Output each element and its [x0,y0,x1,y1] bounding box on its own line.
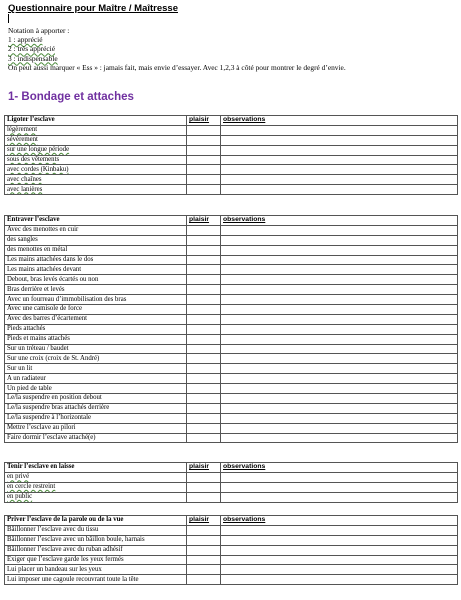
row-label: légèrement [5,125,187,135]
row-label: Bâillonner l’esclave avec du ruban adhésif [5,545,187,555]
observations-cell[interactable] [221,555,458,565]
row-label: Les mains attachées dans le dos [5,255,187,265]
table-row [5,314,458,324]
text-cursor [8,14,9,23]
observations-cell[interactable] [221,384,458,394]
plaisir-cell[interactable] [187,125,221,135]
plaisir-cell[interactable] [187,185,221,195]
table-row [5,482,458,492]
plaisir-cell[interactable] [187,334,221,344]
row-label: Pieds attachés [5,324,187,334]
observations-cell[interactable] [221,175,458,185]
plaisir-cell[interactable] [187,225,221,235]
questionnaire-table [4,215,458,443]
row-label: des sangles [5,235,187,245]
observations-cell[interactable] [221,482,458,492]
observations-cell[interactable] [221,314,458,324]
row-label: Faire dormir l’esclave attaché(e) [5,433,187,443]
plaisir-cell[interactable] [187,135,221,145]
intro-notes [8,26,346,72]
table-row [5,295,458,305]
plaisir-cell[interactable] [187,525,221,535]
plaisir-cell[interactable] [187,423,221,433]
plaisir-cell[interactable] [187,245,221,255]
plaisir-cell[interactable] [187,575,221,585]
plaisir-cell[interactable] [187,265,221,275]
table-row [5,255,458,265]
observations-cell[interactable] [221,394,458,404]
observations-cell[interactable] [221,265,458,275]
plaisir-cell[interactable] [187,472,221,482]
observations-cell[interactable] [221,344,458,354]
plaisir-cell[interactable] [187,545,221,555]
row-label: Avec une camisole de force [5,305,187,315]
table-row [5,265,458,275]
plaisir-cell[interactable] [187,295,221,305]
row-label: Pieds et mains attachés [5,334,187,344]
observations-cell[interactable] [221,155,458,165]
plaisir-cell[interactable] [187,175,221,185]
row-label: Exiger que l’esclave garde les yeux fermés [5,555,187,565]
table-row [5,155,458,165]
observations-cell[interactable] [221,275,458,285]
header-plaisir: plaisir [187,463,221,473]
table-header-row [5,516,458,526]
header-category: Ligoter l’esclave [5,116,187,126]
plaisir-cell[interactable] [187,364,221,374]
observations-cell[interactable] [221,185,458,195]
observations-cell[interactable] [221,145,458,155]
row-label: Bâillonner l’esclave avec du tissu [5,525,187,535]
row-label: Sur un lit [5,364,187,374]
table-row [5,535,458,545]
row-label: Le/la suspendre en position debout [5,394,187,404]
header-plaisir: plaisir [187,516,221,526]
plaisir-cell[interactable] [187,433,221,443]
table-row [5,165,458,175]
row-label: en privé [5,472,187,482]
header-category: Tenir l’esclave en laisse [5,463,187,473]
table-row [5,545,458,555]
table-row [5,413,458,423]
row-label: Sur un tréteau / baudet [5,344,187,354]
document-title: Questionnaire pour Maître / Maîtresse [8,3,178,14]
observations-cell[interactable] [221,305,458,315]
row-label: des menottes en métal [5,245,187,255]
observations-cell[interactable] [221,235,458,245]
row-label: Avec des barres d’écartement [5,314,187,324]
table-row [5,334,458,344]
plaisir-cell[interactable] [187,285,221,295]
observations-cell[interactable] [221,472,458,482]
row-label: Bras derrière et levés [5,285,187,295]
header-observations: observations [221,463,458,473]
observations-cell[interactable] [221,535,458,545]
observations-cell[interactable] [221,423,458,433]
plaisir-cell[interactable] [187,255,221,265]
plaisir-cell[interactable] [187,145,221,155]
row-label: Un pied de table [5,384,187,394]
plaisir-cell[interactable] [187,394,221,404]
table-row [5,575,458,585]
observations-cell[interactable] [221,374,458,384]
table-row [5,555,458,565]
intro-line: 2 : très apprécié [8,44,55,54]
observations-cell[interactable] [221,135,458,145]
table-row [5,245,458,255]
row-label: Lui imposer une cagoule recouvrant toute la tête [5,575,187,585]
plaisir-cell[interactable] [187,275,221,285]
row-label: avec lanières [5,185,187,195]
plaisir-cell[interactable] [187,413,221,423]
row-label: Le/la suspendre à l’horizontale [5,413,187,423]
row-label: Debout, bras levés écartés ou non [5,275,187,285]
observations-cell[interactable] [221,545,458,555]
table-row [5,525,458,535]
header-plaisir: plaisir [187,116,221,126]
table-row [5,285,458,295]
observations-cell[interactable] [221,364,458,374]
table-row [5,384,458,394]
observations-cell[interactable] [221,403,458,413]
observations-cell[interactable] [221,525,458,535]
table-row [5,145,458,155]
header-category: Entraver l’esclave [5,216,187,226]
observations-cell[interactable] [221,413,458,423]
row-label: Avec un fourreau d’immobilisation des bras [5,295,187,305]
table-row [5,305,458,315]
observations-cell[interactable] [221,165,458,175]
header-observations: observations [221,516,458,526]
row-label: avec cordes (Kinbaku) [5,165,187,175]
observations-cell[interactable] [221,245,458,255]
intro-line: 1 : apprécié [8,35,43,45]
row-label: en public [5,492,187,502]
table-row [5,565,458,575]
observations-cell[interactable] [221,255,458,265]
plaisir-cell[interactable] [187,165,221,175]
plaisir-cell[interactable] [187,565,221,575]
plaisir-cell[interactable] [187,535,221,545]
observations-cell[interactable] [221,575,458,585]
row-label: sur une longue période [5,145,187,155]
header-observations: observations [221,216,458,226]
plaisir-cell[interactable] [187,305,221,315]
header-observations: observations [221,116,458,126]
table-header-row [5,463,458,473]
plaisir-cell[interactable] [187,344,221,354]
table-row [5,403,458,413]
table-row [5,344,458,354]
plaisir-cell[interactable] [187,155,221,165]
intro-line: Notation à apporter : [8,26,70,35]
row-label: Les mains attachées devant [5,265,187,275]
questionnaire-table [4,515,458,585]
plaisir-cell[interactable] [187,235,221,245]
table-row [5,433,458,443]
table-row [5,354,458,364]
row-label: Mettre l’esclave au pilori [5,423,187,433]
observations-cell[interactable] [221,354,458,364]
plaisir-cell[interactable] [187,384,221,394]
table-row [5,423,458,433]
row-label: avec chaînes [5,175,187,185]
row-label: Le/la suspendre bras attachés derrière [5,403,187,413]
table-row [5,374,458,384]
table-row [5,324,458,334]
plaisir-cell[interactable] [187,354,221,364]
questionnaire-table [4,115,458,195]
row-label: A un radiateur [5,374,187,384]
plaisir-cell[interactable] [187,492,221,502]
plaisir-cell[interactable] [187,324,221,334]
table-header-row [5,116,458,126]
table-header-row [5,216,458,226]
row-label: Sur une croix (croix de St. André) [5,354,187,364]
header-plaisir: plaisir [187,216,221,226]
table-row [5,472,458,482]
plaisir-cell[interactable] [187,403,221,413]
table-row [5,275,458,285]
row-label: Lui placer un bandeau sur les yeux [5,565,187,575]
observations-cell[interactable] [221,225,458,235]
intro-line: 3 : indispensable [8,53,58,63]
table-row [5,175,458,185]
table-row [5,225,458,235]
observations-cell[interactable] [221,285,458,295]
observations-cell[interactable] [221,492,458,502]
observations-cell[interactable] [221,324,458,334]
row-label: Bâillonner l’esclave avec un bâillon boule, harnais [5,535,187,545]
table-row [5,235,458,245]
observations-cell[interactable] [221,125,458,135]
table-row [5,364,458,374]
observations-cell[interactable] [221,295,458,305]
observations-cell[interactable] [221,334,458,344]
observations-cell[interactable] [221,565,458,575]
intro-line: On peut aussi marquer « Ess » : jamais fait, mais envie d’essayer. Avec 1,2,3 à côté pour montrer le degré d’envie. [8,62,346,72]
questionnaire-table [4,462,458,503]
row-label: Avec des menottes en cuir [5,225,187,235]
row-label: sous des vêtements [5,155,187,165]
table-row [5,394,458,404]
row-label: en cercle restreint [5,482,187,492]
row-label: sévèrement [5,135,187,145]
section-title: 1- Bondage et attaches [8,91,134,103]
header-category: Priver l’esclave de la parole ou de la vue [5,516,187,526]
plaisir-cell[interactable] [187,374,221,384]
plaisir-cell[interactable] [187,314,221,324]
table-row [5,135,458,145]
plaisir-cell[interactable] [187,555,221,565]
plaisir-cell[interactable] [187,482,221,492]
table-row [5,185,458,195]
table-row [5,125,458,135]
observations-cell[interactable] [221,433,458,443]
table-row [5,492,458,502]
